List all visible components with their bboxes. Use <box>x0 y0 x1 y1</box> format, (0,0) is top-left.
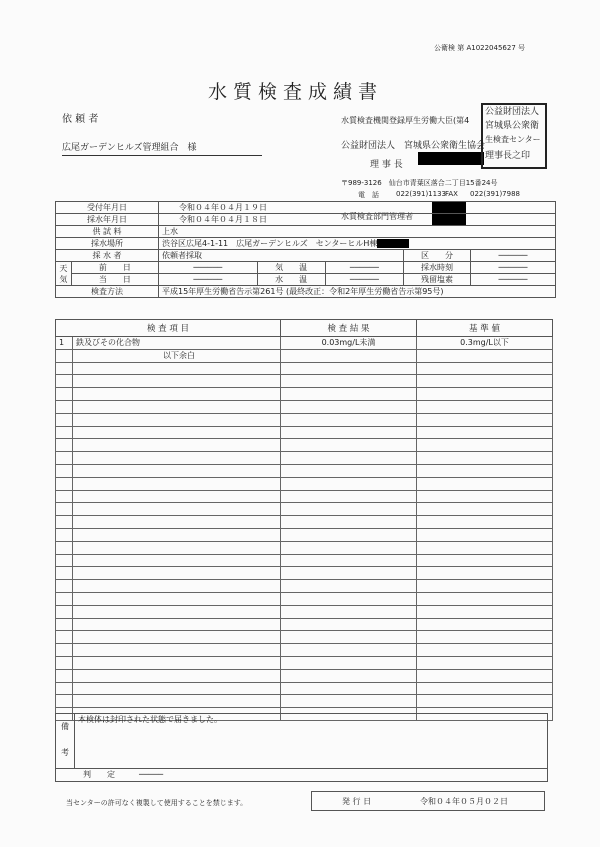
empty-cell <box>73 567 281 580</box>
empty-cell <box>417 554 553 567</box>
empty-cell <box>417 541 553 554</box>
director-label: 理 事 長 <box>370 160 403 170</box>
header-test-item: 検 査 項 目 <box>56 320 281 337</box>
sampling-place-label: 採水場所 <box>56 238 159 250</box>
empty-cell <box>73 400 281 413</box>
empty-row <box>56 618 553 631</box>
results-table <box>55 319 553 721</box>
empty-cell <box>281 388 417 401</box>
empty-cell <box>73 605 281 618</box>
empty-cell <box>281 682 417 695</box>
remarks-table <box>55 713 548 782</box>
empty-cell <box>56 516 73 529</box>
empty-cell <box>417 516 553 529</box>
issue-date-label: 発 行 日 <box>342 797 372 806</box>
empty-cell <box>417 490 553 503</box>
same-day-label: 当 日 <box>71 274 158 286</box>
empty-cell <box>417 567 553 580</box>
empty-cell <box>281 503 417 516</box>
empty-row <box>56 669 553 682</box>
empty-cell <box>281 580 417 593</box>
sampled-date: 令和０４年０４月１８日 <box>159 214 556 226</box>
empty-cell <box>281 426 417 439</box>
empty-cell <box>281 362 417 375</box>
empty-cell <box>417 592 553 605</box>
empty-row <box>56 580 553 593</box>
empty-cell <box>56 682 73 695</box>
empty-row <box>56 695 553 708</box>
weather-label: 天気 <box>56 262 72 286</box>
judgment-label: 判 定 <box>83 770 115 779</box>
test-method: 平成15年厚生労働省告示第261号 (最終改正：令和2年厚生労働省告示第95号) <box>159 286 556 298</box>
empty-cell <box>56 554 73 567</box>
sample-info-table <box>55 201 556 298</box>
empty-cell <box>417 631 553 644</box>
tel-label: 電 話 <box>358 191 379 199</box>
empty-cell <box>73 580 281 593</box>
sample-label: 供 試 料 <box>56 226 159 238</box>
empty-cell <box>417 477 553 490</box>
remarks-text: 本検体は封印された状態で届きました。 <box>75 714 548 769</box>
same-day-value: ────── <box>159 274 258 286</box>
empty-cell <box>417 413 553 426</box>
empty-cell <box>73 528 281 541</box>
issue-date: 令和０４年０５月０２日 <box>420 797 508 806</box>
empty-row <box>56 426 553 439</box>
empty-row <box>56 567 553 580</box>
empty-cell <box>417 426 553 439</box>
test-result: 0.03mg/L未満 <box>281 337 417 350</box>
empty-cell <box>56 592 73 605</box>
empty-row <box>56 644 553 657</box>
row-number: 1 <box>56 337 73 350</box>
empty-cell <box>281 528 417 541</box>
empty-cell <box>56 528 73 541</box>
tel-number: 022(391)1133 <box>396 190 446 198</box>
empty-cell <box>281 439 417 452</box>
empty-cell <box>56 388 73 401</box>
empty-cell <box>73 375 281 388</box>
empty-cell <box>73 592 281 605</box>
empty-cell <box>73 644 281 657</box>
empty-cell <box>56 605 73 618</box>
empty-cell <box>73 388 281 401</box>
sampling-place: 渋谷区広尾4-1-11 広尾ガーデンヒルズ センターヒルH棟 <box>159 238 556 250</box>
remarks-label: 備 考 <box>56 714 75 769</box>
empty-cell <box>281 605 417 618</box>
empty-cell <box>56 644 73 657</box>
empty-cell <box>417 503 553 516</box>
empty-cell <box>417 375 553 388</box>
empty-cell <box>281 413 417 426</box>
empty-cell <box>56 695 73 708</box>
issuer-address: 〒989-3126 仙台市青葉区落合二丁目15番24号 <box>341 179 498 187</box>
fax-number: 022(391)7988 <box>470 190 520 198</box>
empty-cell <box>417 695 553 708</box>
empty-cell <box>281 554 417 567</box>
empty-cell <box>281 669 417 682</box>
empty-row <box>56 362 553 375</box>
empty-row <box>56 477 553 490</box>
empty-cell <box>73 439 281 452</box>
empty-row <box>56 528 553 541</box>
sample-value: 上水 <box>159 226 556 238</box>
empty-cell <box>281 567 417 580</box>
empty-cell <box>417 388 553 401</box>
judgment-row <box>56 769 548 782</box>
sampled-date-label: 採水年月日 <box>56 214 159 226</box>
blank-note-row <box>56 349 553 362</box>
water-temp-label: 水 温 <box>257 274 325 286</box>
empty-cell <box>417 605 553 618</box>
redacted-director-name <box>418 152 484 165</box>
empty-cell <box>417 682 553 695</box>
empty-cell <box>281 541 417 554</box>
empty-cell <box>56 503 73 516</box>
air-temp-value: ────── <box>325 262 403 274</box>
empty-cell <box>73 631 281 644</box>
empty-cell <box>73 413 281 426</box>
water-temp-value: ────── <box>325 274 403 286</box>
empty-row <box>56 541 553 554</box>
header-test-result: 検 査 結 果 <box>281 320 417 337</box>
result-row <box>56 337 553 350</box>
prev-day-label: 前 日 <box>71 262 158 274</box>
empty-cell <box>56 490 73 503</box>
empty-cell <box>56 426 73 439</box>
empty-cell <box>281 477 417 490</box>
empty-row <box>56 464 553 477</box>
empty-cell <box>281 490 417 503</box>
empty-cell <box>73 618 281 631</box>
empty-cell <box>56 631 73 644</box>
fax-label: FAX <box>445 190 458 198</box>
empty-row <box>56 682 553 695</box>
copyright-notice: 当センターの許可なく複製して使用することを禁じます。 <box>66 799 248 807</box>
empty-cell <box>417 580 553 593</box>
empty-cell <box>73 695 281 708</box>
empty-cell <box>417 452 553 465</box>
issue-date-box <box>311 791 545 811</box>
received-date-label: 受付年月日 <box>56 202 159 214</box>
empty-cell <box>417 618 553 631</box>
empty-cell <box>73 682 281 695</box>
empty-cell <box>73 516 281 529</box>
empty-cell <box>417 400 553 413</box>
official-seal: 公益財団法人 宮城県公衆衛 生検査センター 理事長之印 <box>481 103 547 169</box>
empty-cell <box>73 362 281 375</box>
empty-cell <box>417 464 553 477</box>
empty-row <box>56 592 553 605</box>
header-standard-value: 基 準 値 <box>417 320 553 337</box>
empty-cell <box>56 464 73 477</box>
empty-cell <box>73 656 281 669</box>
collector-label: 採 水 者 <box>56 250 159 262</box>
empty-cell <box>56 567 73 580</box>
empty-row <box>56 375 553 388</box>
empty-cell <box>56 669 73 682</box>
test-method-label: 検査方法 <box>56 286 159 298</box>
empty-cell <box>73 477 281 490</box>
category-label: 区 分 <box>404 250 471 262</box>
empty-cell <box>281 695 417 708</box>
empty-cell <box>56 413 73 426</box>
empty-cell <box>73 490 281 503</box>
empty-row <box>56 631 553 644</box>
empty-row <box>56 452 553 465</box>
empty-cell <box>56 452 73 465</box>
empty-cell <box>73 503 281 516</box>
empty-cell <box>281 452 417 465</box>
empty-cell <box>281 592 417 605</box>
client-label: 依 頼 者 <box>62 114 99 125</box>
manager-label: 水質検査部門管理者 <box>341 212 413 221</box>
empty-row <box>56 656 553 669</box>
standard-value: 0.3mg/L以下 <box>417 337 553 350</box>
sample-time-label: 採水時刻 <box>404 262 471 274</box>
document-title: 水質検査成績書 <box>208 81 384 103</box>
prev-day-value: ────── <box>159 262 258 274</box>
empty-cell <box>417 656 553 669</box>
sample-time-value: ────── <box>471 262 556 274</box>
empty-row <box>56 605 553 618</box>
empty-row <box>56 503 553 516</box>
empty-row <box>56 439 553 452</box>
empty-cell <box>56 477 73 490</box>
chlorine-value: ────── <box>471 274 556 286</box>
empty-cell <box>73 669 281 682</box>
empty-cell <box>281 618 417 631</box>
empty-cell <box>417 362 553 375</box>
blank-note: 以下余白 <box>73 349 281 362</box>
empty-cell <box>281 516 417 529</box>
empty-cell <box>73 452 281 465</box>
empty-cell <box>56 400 73 413</box>
empty-cell <box>73 464 281 477</box>
empty-cell <box>73 541 281 554</box>
collector-value: 依頼者採取 <box>159 250 404 262</box>
empty-cell <box>281 631 417 644</box>
empty-cell <box>281 656 417 669</box>
issuer-org: 公益財団法人 宮城県公衆衛生協会 <box>341 141 486 151</box>
empty-cell <box>56 618 73 631</box>
chlorine-label: 残留塩素 <box>404 274 471 286</box>
empty-cell <box>417 669 553 682</box>
empty-cell <box>281 400 417 413</box>
empty-cell <box>56 656 73 669</box>
document-number: 公衛検 第 A1022045627 号 <box>434 44 525 52</box>
empty-cell <box>417 644 553 657</box>
empty-cell <box>56 580 73 593</box>
empty-row <box>56 490 553 503</box>
empty-cell <box>56 362 73 375</box>
empty-row <box>56 554 553 567</box>
air-temp-label: 気 温 <box>257 262 325 274</box>
category-value: ────── <box>471 250 556 262</box>
empty-cell <box>281 644 417 657</box>
registration-text: 水質検査機関登録厚生労働大臣(第4 <box>341 116 470 125</box>
redacted-building-detail <box>377 239 409 248</box>
received-date: 令和０４年０４月１９日 <box>159 202 556 214</box>
empty-row <box>56 400 553 413</box>
empty-cell <box>56 375 73 388</box>
empty-cell <box>56 541 73 554</box>
empty-row <box>56 413 553 426</box>
empty-cell <box>56 439 73 452</box>
judgment-value: ───── <box>139 770 164 779</box>
empty-cell <box>417 439 553 452</box>
empty-cell <box>281 464 417 477</box>
empty-cell <box>73 426 281 439</box>
empty-cell <box>281 375 417 388</box>
empty-row <box>56 516 553 529</box>
empty-row <box>56 388 553 401</box>
empty-cell <box>417 528 553 541</box>
empty-cell <box>73 554 281 567</box>
client-name: 広尾ガーデンヒルズ管理組合 様 <box>62 140 262 156</box>
test-item: 鉄及びその化合物 <box>73 337 281 350</box>
